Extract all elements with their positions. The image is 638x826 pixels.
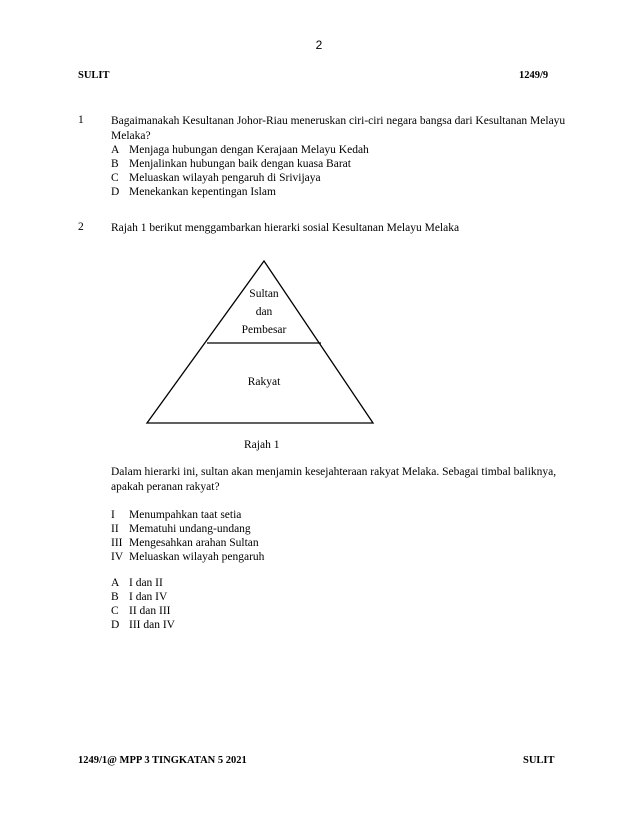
question-2-option-d bbox=[111, 618, 175, 633]
question-1-option-b bbox=[111, 157, 351, 172]
option-text: Menjaga hubungan dengan Kerajaan Melayu Kedah bbox=[129, 144, 369, 156]
option-letter: A bbox=[111, 577, 120, 589]
option-text: II dan III bbox=[129, 605, 171, 617]
pyramid-top-line-2: dan bbox=[255, 306, 273, 318]
statement-numeral: IV bbox=[111, 551, 124, 563]
option-letter: A bbox=[111, 144, 120, 156]
footer-sulit-label: SULIT bbox=[523, 755, 555, 766]
statement-text: Meluaskan wilayah pengaruh bbox=[129, 551, 265, 563]
header-paper-code: 1249/9 bbox=[519, 70, 549, 81]
pyramid-top-line-3: Pembesar bbox=[241, 324, 287, 336]
option-text: Menjalinkan hubungan baik dengan kuasa Barat bbox=[129, 158, 351, 170]
option-letter: C bbox=[111, 172, 119, 184]
footer-exam-code: 1249/1@ MPP 3 TINGKATAN 5 2021 bbox=[78, 755, 247, 766]
statement-numeral: III bbox=[111, 537, 123, 549]
option-text: I dan II bbox=[129, 577, 163, 589]
option-letter: B bbox=[111, 591, 119, 603]
question-2-option-b bbox=[111, 590, 167, 605]
option-letter: C bbox=[111, 605, 119, 617]
question-2-stem: Dalam hierarki ini, sultan akan menjamin kesejahteraan rakyat Melaka. Sebagai timbal baliknya, apakah peranan rakyat? bbox=[111, 466, 557, 493]
option-text: Meluaskan wilayah pengaruh di Srivijaya bbox=[129, 172, 321, 184]
question-1-option-a bbox=[111, 143, 369, 158]
option-text: Menekankan kepentingan Islam bbox=[129, 186, 276, 198]
question-1-option-c bbox=[111, 171, 321, 186]
diagram-caption: Rajah 1 bbox=[244, 439, 280, 451]
option-letter: D bbox=[111, 186, 120, 198]
header-sulit-label: SULIT bbox=[78, 70, 110, 81]
statement-numeral: II bbox=[111, 523, 119, 535]
statement-numeral: I bbox=[111, 509, 115, 521]
page-number: 2 bbox=[315, 38, 323, 52]
pyramid-top-line-1: Sultan bbox=[249, 288, 279, 300]
question-1-option-d bbox=[111, 185, 276, 200]
statement-text: Mengesahkan arahan Sultan bbox=[129, 537, 259, 549]
question-1-stem: Bagaimanakah Kesultanan Johor-Riau meneruskan ciri-ciri negara bangsa dari Kesultanan Melayu Melaka? bbox=[111, 115, 566, 142]
question-2-statement-2 bbox=[111, 522, 251, 537]
option-letter: B bbox=[111, 158, 119, 170]
option-text: I dan IV bbox=[129, 591, 168, 603]
question-2-statement-1 bbox=[111, 508, 241, 523]
question-2-statement-4 bbox=[111, 550, 264, 565]
question-2-statement-3 bbox=[111, 536, 259, 551]
pyramid-bottom-label: Rakyat bbox=[247, 376, 281, 388]
question-2-option-a bbox=[111, 576, 163, 591]
option-letter: D bbox=[111, 619, 120, 631]
question-2-intro: Rajah 1 berikut menggambarkan hierarki sosial Kesultanan Melayu Melaka bbox=[111, 222, 460, 234]
statement-text: Menumpahkan taat setia bbox=[129, 509, 242, 521]
hierarchy-pyramid-diagram bbox=[140, 255, 380, 430]
statement-text: Mematuhi undang-undang bbox=[129, 523, 251, 535]
question-1-number: 1 bbox=[78, 114, 84, 126]
question-2-option-c bbox=[111, 604, 171, 619]
option-text: III dan IV bbox=[129, 619, 175, 631]
question-2-number: 2 bbox=[78, 221, 84, 233]
pyramid-outline bbox=[147, 261, 373, 423]
